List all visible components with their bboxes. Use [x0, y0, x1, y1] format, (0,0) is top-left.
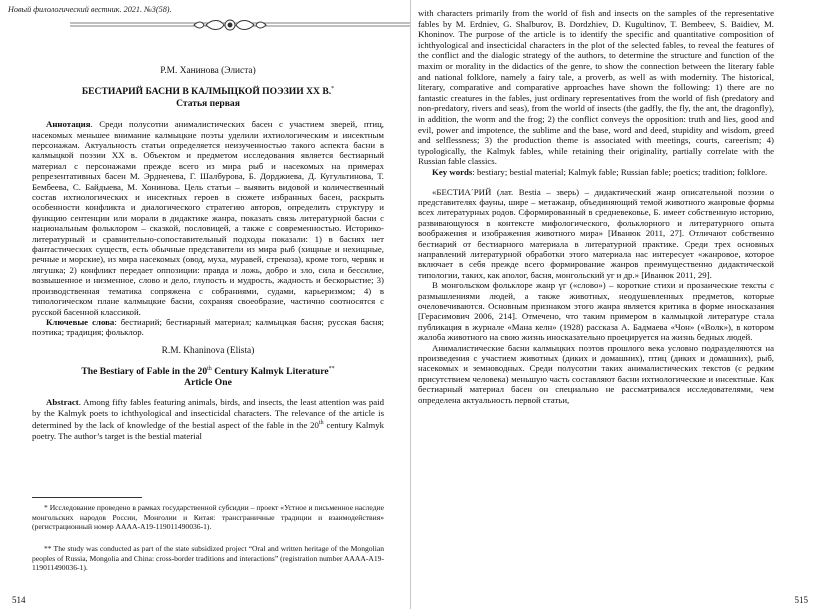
- right-column: [418, 8, 774, 405]
- right-page: [410, 0, 820, 609]
- article-subtitle-ru: Статья первая: [176, 97, 240, 109]
- article-title-ru: БЕСТИАРИЙ БАСНИ В КАЛМЫЦКОЙ ПОЭЗИИ XX В.*: [81, 86, 335, 98]
- page-number-right: 515: [794, 595, 808, 605]
- article-title-en: The Bestiary of Fable in the 20th Century Kalmyk Literature**: [81, 365, 335, 377]
- footnote-separator: [32, 497, 142, 498]
- keywords-ru: Ключевые слова: бестиарий; бестиарный материал; калмыцкая басня; русская басня; поэтика; традиция; фольклор.: [32, 316, 384, 338]
- abstract-en: Abstract. Among fifty fables featuring animals, birds, and insects, the least attention was paid by the Kalmyk poets to ichthyological and insecticidal characters. The relevance of the article is determined by the lack of knowledge of the bestial aspect of the fable in the 20th century Kalmyk poetry. The author’s target is the bestial material: [32, 396, 384, 441]
- left-column: [32, 58, 384, 441]
- abstract-ru: Аннотация. Среди полусотни анималистических басен с участием зверей, птиц, насекомых меньшее внимание калмыцкие поэты уделили ихтиологическим и инсектным персонажам. Актуальность статьи определяется неизученностью такого аспекта басни в калмыцкой поэзии XX в. Объектом и предметом исследования является бестиарный материал с персонажами прежде всего из мира рыб и насекомых на примерах репрезентативных басен М. Эрдненева, Г. Шалбурова, Б. Дорджиева, Д. Кугультинова, Т. Бембеева, С. Байдыева, М. Хонинова. Цель статьи – выявить видовой и количественный состав ихтиологических и инсектных героев в сюжете избранных басен, раскрыть особенности конфликта и диалогического стратегию авторов, определить структуру и функцию сентенции или морали в дидактике жанра, показать связь литературной басни с национальным фольклором – сказкой, пословицей, а также с современностью. Историко-литературный и сравнительно-сопоставительный подходы показали: 1) в баснях нет фантастических существ, есть обычные представители из мира рыб (хищные и нехищные, речные и морские), из мира насекомых (овод, муха, муравей, стрекоза), кроме того, червяк и лягушка; 2) конфликт передает оппозиции: правда и ложь, добро и зло, сила и бессилие, возвышенное и низменное, слово и дело, глупость и мудрость, жадность и бескорыстие; 3) производственная тематика сопряжена с собраниями, судами, карьеризмом; 4) в типологическом плане калмыцкие басни, сохраняя своеобразие, частично соотносятся с русской басенной классикой.: [32, 119, 384, 317]
- body-paragraph-3: Анималистические басни калмыцких поэтов прошлого века условно подразделяются на произведения с участием животных (диких и домашних), птиц (диких и домашних), рыб, насекомых и земноводных. Среди полусотни таких анималистических текстов (с редким присутствием человека) меньшую часть составляют басни ихтиологические и инсектные. Как бестиарный материал басен он специально не рассматривался исследователями, чем определена актуальность первой статьи,: [418, 342, 774, 405]
- page-number-left: 514: [12, 595, 26, 605]
- journal-header: Новый филологический вестник. 2021. №3(58).: [8, 5, 172, 14]
- footnote-2: ** The study was conducted as part of the state subsidized project “Oral and written heritage of the Mongolian peoples of Russia, Mongolia and China: cross-border traditions and interactions” (registration number AAAA-A19-119011490036-1).: [32, 544, 384, 573]
- author-en: R.M. Khaninova (Elista): [161, 345, 255, 356]
- keywords-en: Key words: bestiary; bestial material; Kalmyk fable; Russian fable; poetics; tradition; folklore.: [432, 166, 768, 177]
- author-ru: Р.М. Ханинова (Элиста): [160, 66, 256, 76]
- body-paragraph-2: В монгольском фольклоре жанр үг («слово») – короткие стихи и прозаические тексты с размышлениями людей, а также животных, неодушевленных предметов, которые очеловечиваются. Основным признаком этого жанра является критика в форме иносказания [Герасимович 2006, 214]. Отмечено, что таким примером в калмыцкой литературе стала публикация в журнале «Мана келн» (1928) рассказа А. Бадмаева «Чон» («Волк»), в котором жалоба животного на свою жизнь иносказательно проецируется на жизнь бедных людей.: [418, 280, 774, 343]
- footnote-1: * Исследование проведено в рамках государственной субсидии – проект «Устное и письменное наследие монгольских народов России, Монголии и Китая: трансграничные традиции и взаимодействия» (регистрационный номер АААА-А19-119011490036-1).: [32, 503, 384, 532]
- article-subtitle-en: Article One: [184, 377, 232, 389]
- body-paragraph-1: «БЕСТИА´РИЙ (лат. Bestia – зверь) – дидактический жанр описательной поэзии о представителях фауны, шире – метажанр, объединяющий темой животного жанровые формы всех литературных родов. Сформированный в средневековье, Б. имеет собственную историю, развивающуюся в контексте мифологического, фольклорного и литературного опыта воображения и изображения животного мира» [Иванюк 2011, 27]. Отличают собственно бестиарий от бестиарного материала в литературной практике. Среди трех основных направлений литературной обработки этого материала нас интересует «жанровое, которое включает в себя прежде всего формирование жанров преимущественно дидактической типологии, таких, как аполог, басня, монгольский уг и др.» [Иванюк 2011, 29].: [418, 186, 774, 280]
- ornament-divider: [70, 18, 410, 32]
- abstract-en-continued: with characters primarily from the world of fish and insects on the samples of the representative fables by M. Erdniev, G. Shalburov, B. Dordzhiev, D. Kugultinov, T. Bembeev, S. Baidiev, M. Khoninov. The purpose of the article is to identify the specific and quantitative composition of ichthyological and insecticidal characters in the plot of the selected fables, to reveal the features of the conflict and the dialogic strategy of the authors, to determine the structure and function of the maxim or morality in the didactics of the genre, to show the connection between the literary fable and national folklore, namely a fairy tale, a proverb, as well as with modernity. The historical, literary, comparative and comparative approaches have shown the following: 1) there are no fantastic creatures in the fables, just ordinary representatives from the world of fish (predatory and non-predatory, rivers and seas), from the world of insects (the gadfly, the fly, the ant, the dragonfly), in addition, the worm and the frog; 2) the conflict conveys the opposition: truth and lies, good and evil, power and impotence, the sublime and the base, word and deed, stupidity and wisdom, greed and selflessness; 3) the production theme is associated with meetings, courts, careerism; 4) typologically, the Kalmyk fables, while retaining their originality, partially correlate with the Russian fable classics.: [418, 8, 774, 167]
